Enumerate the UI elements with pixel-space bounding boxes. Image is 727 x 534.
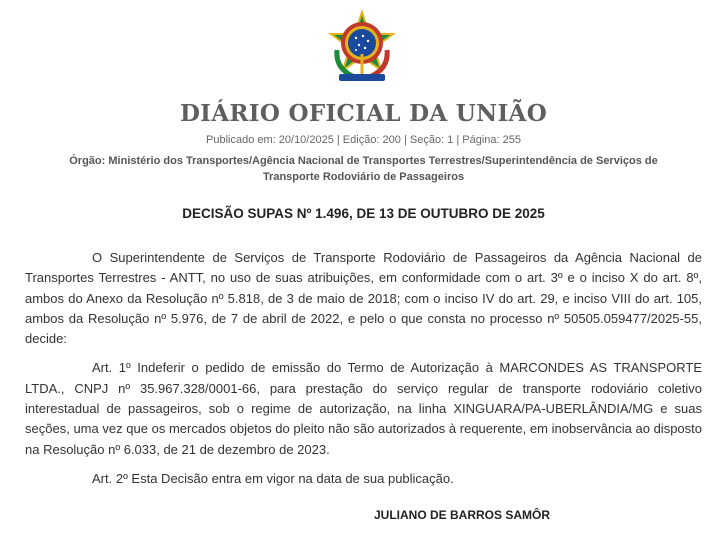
masthead-title: DIÁRIO OFICIAL DA UNIÃO: [179, 100, 548, 127]
paragraph-preamble: O Superintendente de Serviços de Transporte Rodoviário de Passageiros da Agência Nacional de Transportes Terrestres - ANTT, no uso de suas atribuições, em conformidade com o art. 3º e o inciso X do art. 8º, ambos do Anexo da Resolução nº 5.818, de 3 de maio de 2018; com o inciso IV do art. 29, e inciso VIII do art. 105, ambos da Resolução nº 5.976, de 7 de abril de 2022, e pelo o que consta no processo nº 50505.059477/2025-55, decide:: [25, 250, 702, 347]
orgao-value: Ministério dos Transportes/Agência Nacional de Transportes Terrestres/Superintendência de Serviços de Transporte Rodoviário de Passageiros: [108, 155, 658, 183]
orgao-line: [40, 153, 687, 185]
publication-info: Publicado em: 20/10/2025 | Edição: 200 | Seção: 1 | Página: 255: [206, 134, 521, 146]
document-title: DECISÃO SUPAS Nº 1.496, DE 13 DE OUTUBRO DE 2025: [182, 206, 545, 221]
signature: JULIANO DE BARROS SAMÔR: [374, 508, 551, 522]
orgao-label: Órgão:: [69, 155, 106, 167]
paragraph-art-2: Art. 2º Esta Decisão entra em vigor na data de sua publicação.: [92, 470, 454, 486]
document-body: [25, 248, 702, 498]
paragraph-art-1: Art. 1º Indeferir o pedido de emissão do Termo de Autorização à MARCONDES AS TRANSPORTE LTDA., CNPJ nº 35.967.328/0001-66, para prestação do serviço regular de transporte rodoviário coletivo interestadual de passageiros, sob o regime de autorização, na linha XINGUARA/PA-UBERLÂNDIA/MG e suas seções, uma vez que os mercados objetos do pleito não são autorizados à requerente, em inobservância ao disposto na Resolução nº 6.033, de 21 de dezembro de 2023.: [25, 360, 702, 457]
brazil-coat-of-arms-icon: [323, 10, 401, 88]
